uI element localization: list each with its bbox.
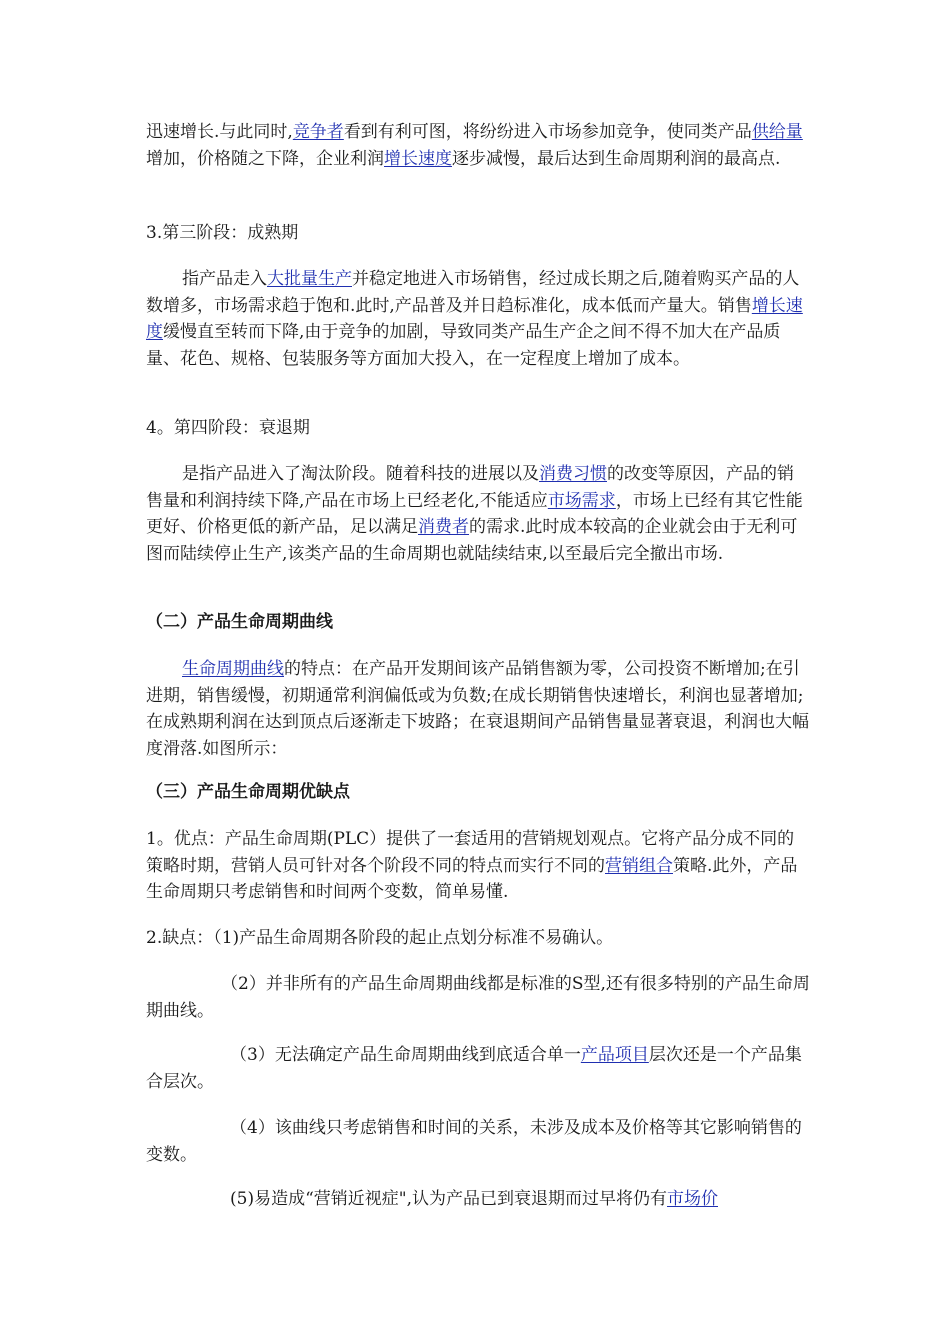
text: 1。优点：产品生命周期(PLC）提供了一套适用的营销规划观点。它将产品分成不同的策略时期，营销人员可针对各个阶段不同的特点而实行不同的 [146,829,795,876]
text: 看到有利可图，将纷纷进入市场参加竞争，使同类产品 [343,122,752,142]
text: (5)易造成“营销近视症",认为产品已到衰退期而过早将仍有 [230,1189,667,1209]
paragraph-advantages [146,826,810,906]
text: 缓慢直至转而下降,由于竞争的加剧，导致同类产品生产企之间不得不加大在产品质量、花色、规格、包装服务等方面加大投入，在一定程度上增加了成本。 [146,322,781,369]
text: 层次还是一个产品集合层次。 [146,1045,802,1092]
paragraph-growth-end [146,119,810,172]
paragraph-disadvantage-3 [146,1042,810,1095]
section-heading-pros-cons: （三）产品生命周期优缺点 [146,782,350,802]
link-market-demand[interactable]: 市场需求 [547,490,616,511]
text: 的特点：在产品开发期间该产品销售额为零，公司投资不断增加;在引进期，销售缓慢，初期通常利润偏低或为负数;在成长期销售快速增长，利润也显著增加;在成熟期利润在达到顶点后逐渐走下坡路；在衰退期间产品销售量显著衰退，利润也大幅度滑落.如图所示： [146,659,809,759]
text: 迅速增长.与此同时, [146,122,293,142]
link-growth-rate-2[interactable]: 增长速度 [146,295,803,342]
text: 的需求.此时成本较高的企业就会由于无利可图而陆续停止生产,该类产品的生命周期也就陆续结束,以至最后完全撤出市场. [146,517,798,564]
link-growth-rate[interactable]: 增长速度 [384,148,452,169]
link-competitor[interactable]: 竞争者 [292,122,344,142]
text: 指产品走入 [182,269,267,289]
paragraph-decline [146,461,810,567]
text: 并稳定地进入市场销售，经过成长期之后,随着购买产品的人数增多，市场需求趋于饱和.此时,产品普及并日趋标准化，成本低而产量大。销售 [146,269,800,316]
link-consumption-habit[interactable]: 消费习惯 [539,464,607,484]
paragraph-curve-features [146,656,810,762]
text: 是指产品进入了淘汰阶段。随着科技的进展以及 [182,464,539,484]
link-marketing-mix[interactable]: 营销组合 [605,855,673,876]
heading-stage-4: 4。第四阶段：衰退期 [146,418,310,438]
link-mass-production[interactable]: 大批量生产 [267,269,352,289]
link-lifecycle-curve[interactable]: 生命周期曲线 [182,659,284,679]
link-consumer[interactable]: 消费者 [418,517,469,537]
text: （3）无法确定产品生命周期曲线到底适合单一 [230,1045,581,1065]
paragraph-disadvantage-2: （2）并非所有的产品生命周期曲线都是标准的S型,还有很多特别的产品生命周期曲线。 [146,974,810,1021]
text: 逐步减慢，最后达到生命周期利润的最高点. [452,148,781,169]
paragraph-disadvantage-4: （4）该曲线只考虑销售和时间的关系，未涉及成本及价格等其它影响销售的变数。 [146,1118,802,1165]
text: ，市场上已经有其它性能更好、价格更低的新产品，足以满足 [146,490,803,537]
text: 策略.此外，产品生命周期只考虑销售和时间两个变数，简单易懂. [146,855,798,902]
paragraph-maturity [146,266,810,372]
section-heading-plc-curve: （二）产品生命周期曲线 [146,612,333,632]
text: 的改变等原因，产品的销售量和利润持续下降,产品在市场上已经老化,不能适应 [146,464,794,511]
link-market-value[interactable]: 市场价 [667,1189,718,1209]
link-product-item[interactable]: 产品项目 [580,1045,649,1065]
paragraph-disadvantage-5 [146,1186,810,1213]
link-supply-volume[interactable]: 供给量 [751,122,803,142]
text: 增加，价格随之下降，企业利润 [146,148,384,169]
paragraph-disadvantage-1: 2.缺点：（1)产品生命周期各阶段的起止点划分标准不易确认。 [146,928,614,948]
heading-stage-3: 3.第三阶段：成熟期 [146,223,299,243]
